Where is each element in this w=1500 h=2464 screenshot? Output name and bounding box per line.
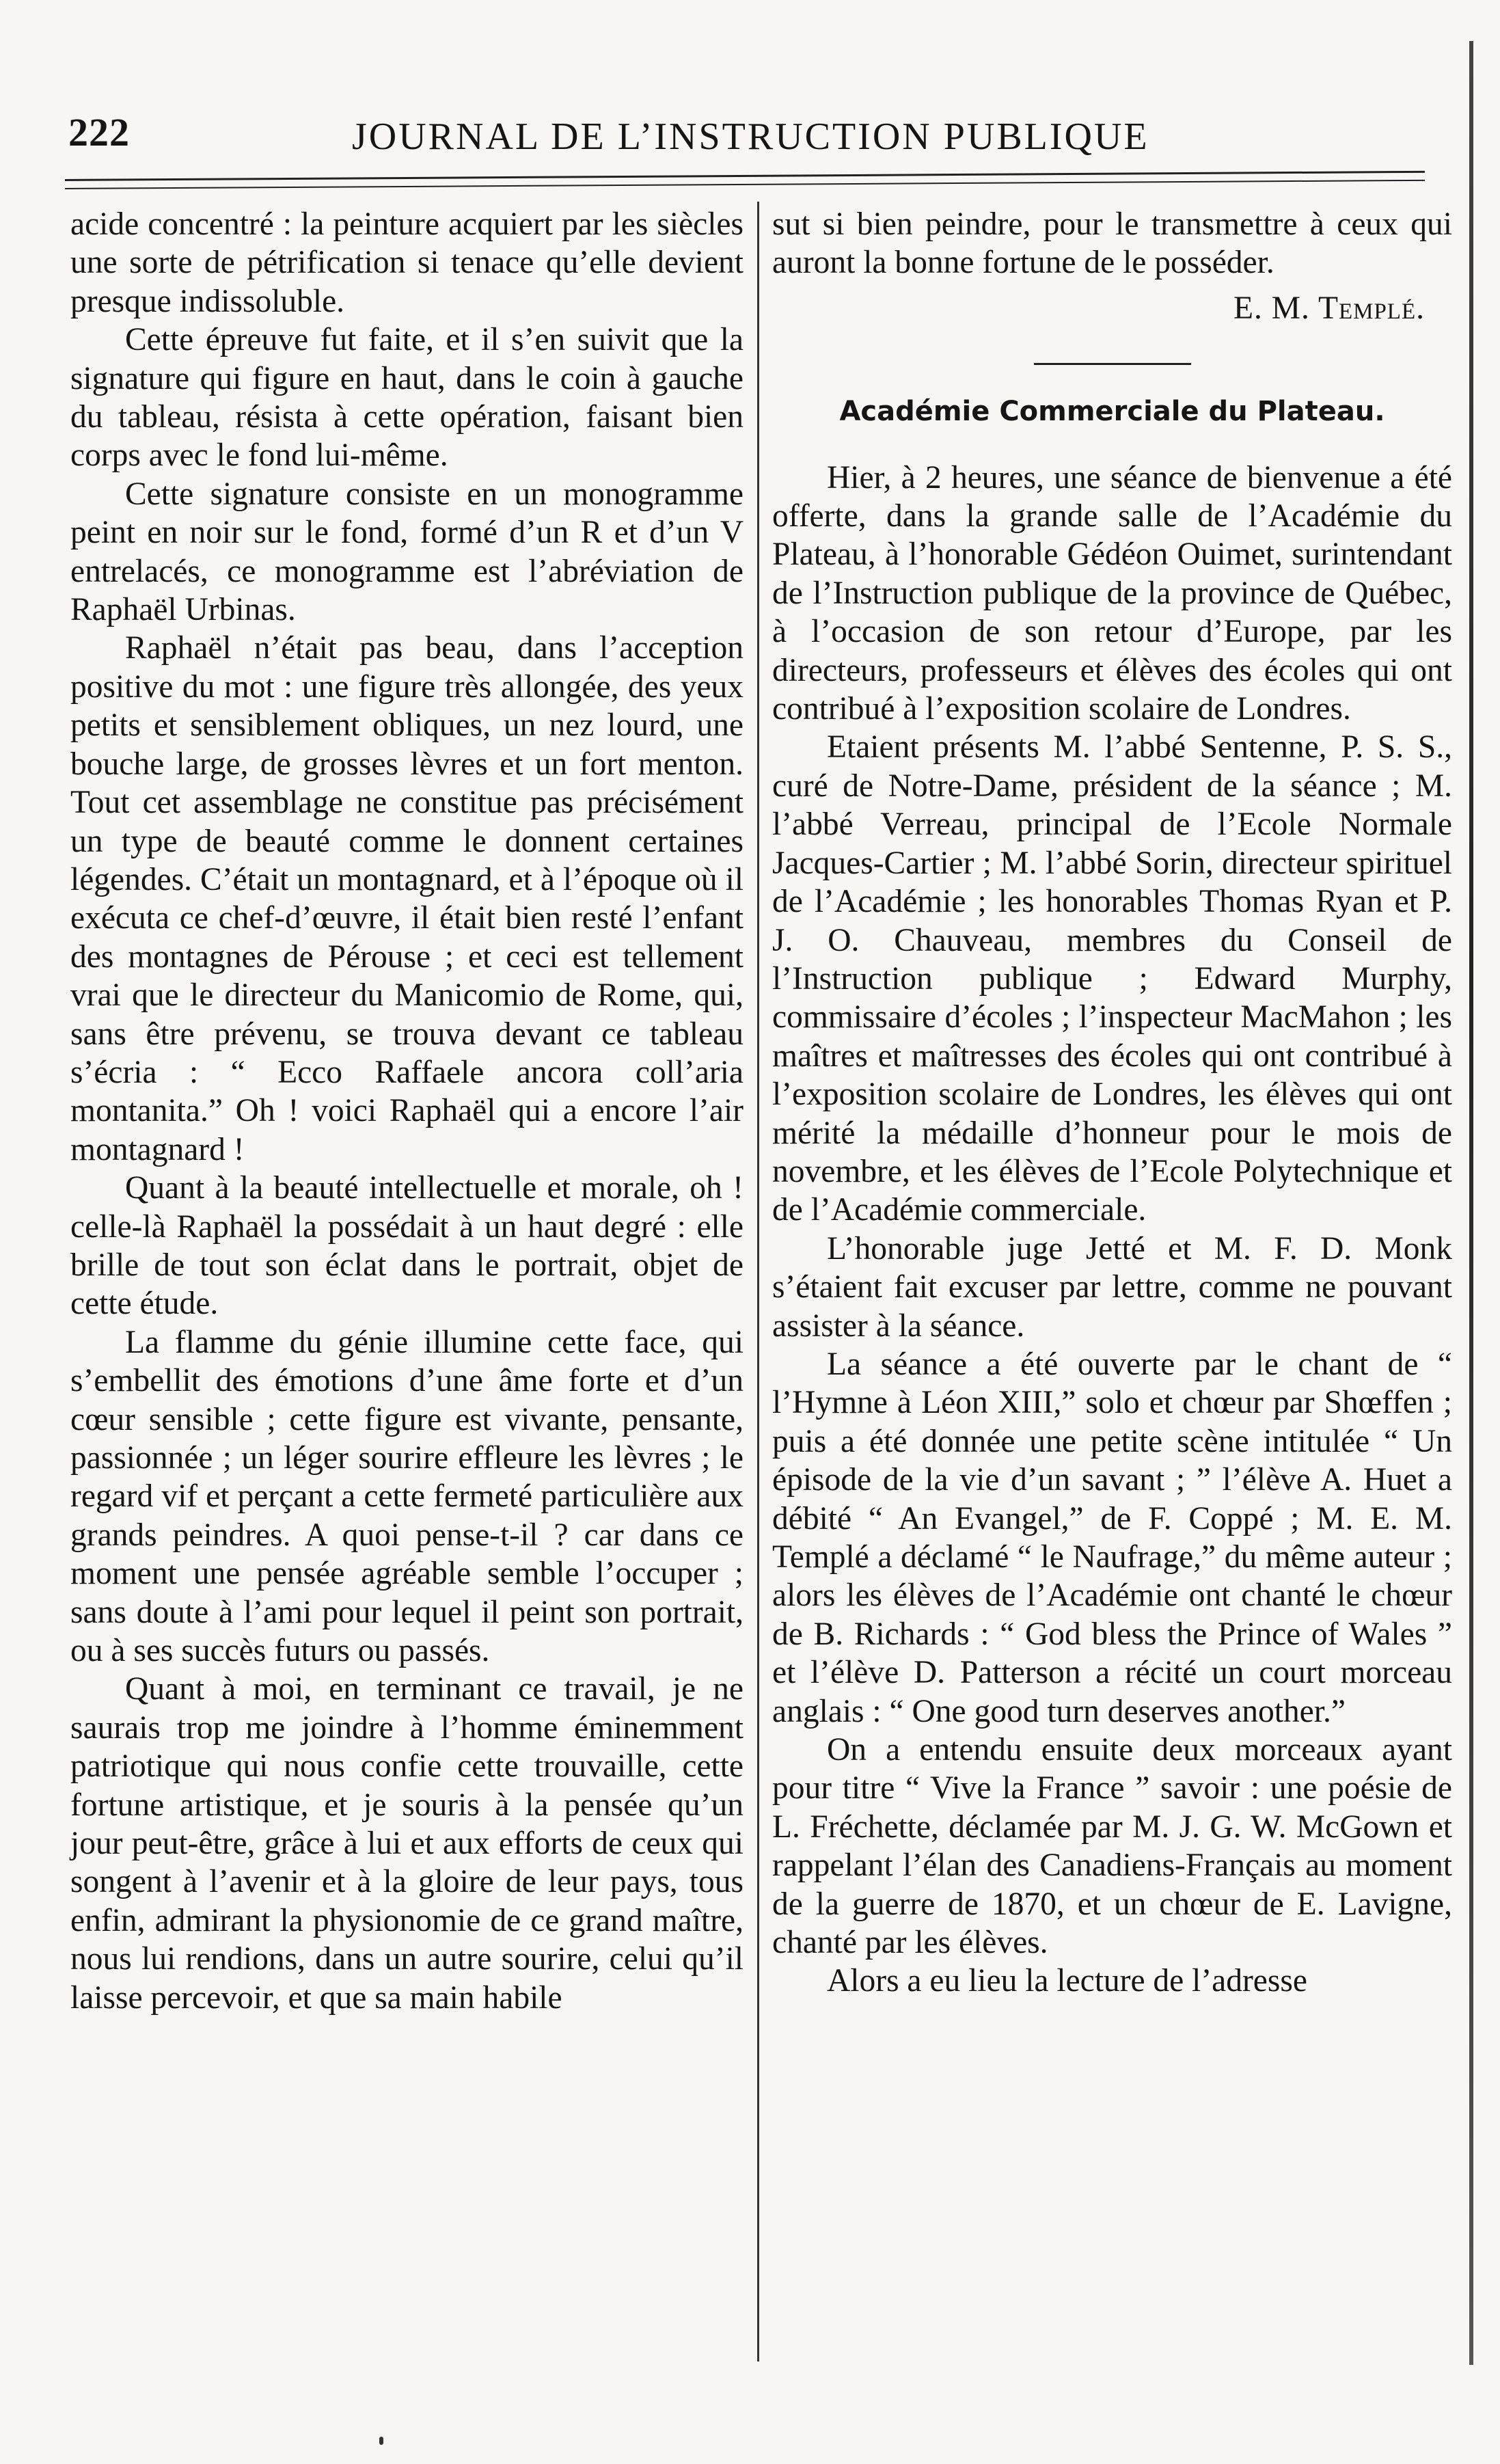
- paragraph: sut si bien peindre, pour le transmettre à ceux qui auront la bonne fortune de le posséder.: [772, 206, 1452, 281]
- paragraph: On a entendu ensuite deux morceaux ayant pour titre “ Vive la France ” savoir : une poésie de L. Fréchette, déclamée par M. J. G. W. McGown et rappelant l’élan des Canadiens-Français au moment de la guerre de 1870, et un chœur de E. Lavigne, chanté par les élèves.: [772, 1732, 1452, 1961]
- page-edge-shadow: [1469, 41, 1473, 2365]
- section-title: Académie Commerciale du Plateau.: [839, 396, 1385, 428]
- paragraph: La séance a été ouverte par le chant de “ l’Hymne à Léon XIII,” solo et chœur par Shœffen ; puis a été donnée une petite scène intitulée “ Un épisode de la vie d’un savant ; ” l’élève A. Huet a débité “ An Evangel,” de F. Coppé ; M. E. M. Templé a déclamé “ le Naufrage,” du même auteur ; alors les élèves de l’Académie ont chanté le chœur de B. Richards : “ God bless the Prince of Wales ” et l’élève D. Patterson a récité un court morceau anglais : “ One good turn deserves another.”: [772, 1346, 1452, 1729]
- paragraph: Alors a eu lieu la lecture de l’adresse: [827, 1963, 1307, 1999]
- paragraph: Etaient présents M. l’abbé Sentenne, P. S. S., curé de Notre-Dame, président de la séance ; M. l’abbé Verreau, principal de l’Ecole Normale Jacques-Cartier ; M. l’abbé Sorin, directeur spirituel de l’Académie ; les honorables Thomas Ryan et P. J. O. Chauveau, membres du Conseil de l’Instruction publique ; Edward Murphy, commissaire d’écoles ; l’inspecteur MacMahon ; les maîtres et maîtresses des écoles qui ont contribué à l’exposition scolaire de Londres, les élèves qui ont mérité la médaille d’honneur pour le mois de novembre, et les élèves de l’Ecole Polytechnique et de l’Académie commerciale.: [772, 729, 1452, 1228]
- page-number: 222: [68, 110, 130, 154]
- paragraph: Quant à moi, en terminant ce travail, je ne saurais trop me joindre à l’homme éminemment patriotique qui nous confie cette trouvaille, cette fortune artistique, et je souris à la pensée qu’un jour peut-être, grâce à lui et aux efforts de ceux qui songent à l’avenir et à la gloire de leur pays, tous enfin, admirant la physionomie de ce grand maître, nous lui rendions, dans un autre sourire, celui qu’il laisse percevoir, et que sa main habile: [70, 1671, 744, 2016]
- ink-speck: [379, 2437, 383, 2445]
- paragraph: L’honorable juge Jetté et M. F. D. Monk s’étaient fait excuser par lettre, comme ne pouvant assister à la séance.: [772, 1230, 1452, 1344]
- section-divider: [1034, 363, 1191, 365]
- author-signature: E. M. Templé.: [1233, 290, 1425, 326]
- paragraph: Raphaël n’était pas beau, dans l’acception positive du mot : une figure très allongée, des yeux petits et sensiblement obliques, un nez lourd, une bouche large, de grosses lèvres et un fort menton. Tout cet assemblage ne constitue pas précisément un type de beauté comme le donnent certaines légendes. C’était un montagnard, et à l’époque où il exécuta ce chef-d’œuvre, il était bien resté l’enfant des montagnes de Pérouse ; et ceci est tellement vrai que le directeur du Manicomio de Rome, qui, sans être prévenu, se trouva devant ce tableau s’écria : “ Ecco Raffaele ancora coll’aria montanita.” Oh ! voici Raphaël qui a encore l’air montagnard !: [70, 630, 744, 1167]
- paragraph: Cette épreuve fut faite, et il s’en suivit que la signature qui figure en haut, dans le coin à gauche du tableau, résista à cette opération, faisant bien corps avec le fond lui-même.: [70, 322, 744, 474]
- page-header: [68, 103, 1421, 178]
- left-column: [70, 205, 744, 2017]
- paragraph: Quant à la beauté intellectuelle et morale, oh ! celle-là Raphaël la possédait à un haut degré : elle brille de tout son éclat dans le portrait, objet de cette étude.: [70, 1170, 744, 1322]
- right-column: [772, 205, 1452, 2001]
- journal-title: JOURNAL DE L’INSTRUCTION PUBLIQUE: [352, 116, 1149, 158]
- column-divider: [757, 202, 759, 2361]
- paragraph: Cette signature consiste en un monogramme peint en noir sur le fond, formé d’un R et d’un V entrelacés, ce monogramme est l’abréviation de Raphaël Urbinas.: [70, 476, 744, 628]
- paragraph: La flamme du génie illumine cette face, qui s’embellit des émotions d’une âme forte et d’un cœur sensible ; cette figure est vivante, pensante, passionnée ; un léger sourire effleure les lèvres ; le regard vif et perçant a cette fermeté particulière aux grands peindres. A quoi pense-t-il ? car dans ce moment une pensée agréable semble l’occuper ; sans doute à l’ami pour lequel il peint son portrait, ou à ses succès futurs ou passés.: [70, 1324, 744, 1669]
- paragraph: acide concentré : la peinture acquiert par les siècles une sorte de pétrification si tenace qu’elle devient presque indissoluble.: [70, 206, 744, 319]
- paragraph: Hier, à 2 heures, une séance de bienvenue a été offerte, dans la grande salle de l’Académie du Plateau, à l’honorable Gédéon Ouimet, surintendant de l’Instruction publique de la province de Québec, à l’occasion de son retour d’Europe, par les directeurs, professeurs et élèves des écoles qui ont contribué à l’exposition scolaire de Londres.: [772, 459, 1452, 727]
